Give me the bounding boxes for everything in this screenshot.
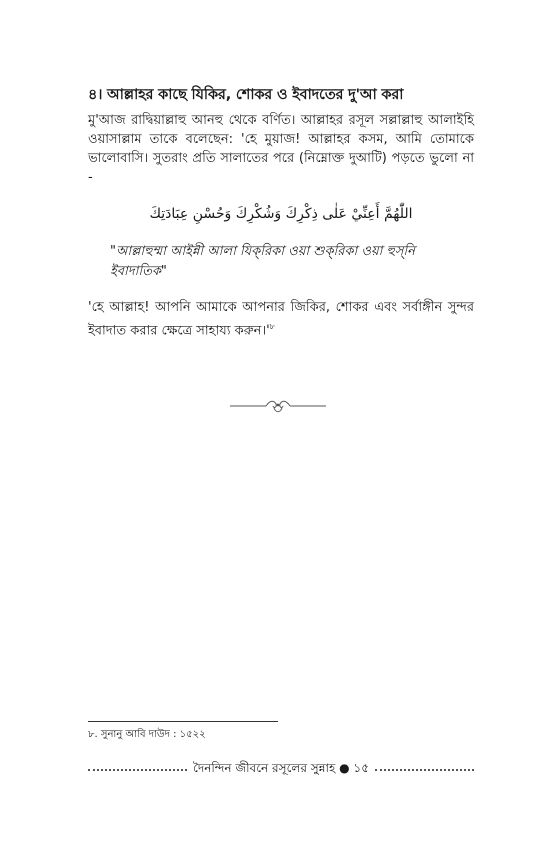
footer-text: দৈনন্দিন জীবনে রসূলের সুন্নাহ ● ১৫ [193,761,369,775]
footer-dots-left [88,769,187,771]
hadith-paragraph: মু'আজ রাদ্বিয়াল্লাহু আনহু থেকে বর্ণিত। আল্লাহর রসূল সল্লাল্লাহু আলাইহি ওয়াসাল্লাম তাকে বলেছেন: 'হে মুয়াজ! আল্লাহর কসম, আমি তোমাকে ভালোবাসি। সুতরাং প্রতি সালাতের পরে (নিম্নোক্ত দুআটি) পড়তে ভুলো না - [88,113,474,185]
dua-transliteration: "আল্লাহুম্মা আইন্নী আলা যিক্‌রিকা ওয়া শুক্‌রিকা ওয়া হুস্‌নি ইবাদাতিক" [110,244,415,279]
translation-text: 'হে আল্লাহ! আপনি আমাকে আপনার জিকির, শোকর এবং সর্বাঙ্গীন সুন্দর ইবাদাত করার ক্ষেত্রে সাহায্য করুন।' [88,300,474,339]
footnote: ৮. সুনানু আবি দাউদ : ১৫২২ [88,729,206,740]
dua-translation [88,298,474,340]
footnote-rule [88,721,278,722]
arabic-dua: اللّٰهُمَّ أَعِنِّيْ عَلٰى ذِكْرِكَ وَشُكْرِكَ وَحُسْنِ عِبَادَتِكَ [149,206,413,222]
footnote-marker: ৮ [269,322,275,331]
footer-dots-right [375,769,474,771]
section-heading: ৪। আল্লাহর কাছে যিকির, শোকর ও ইবাদতের দু'আ করা [88,87,404,103]
page-footer [88,762,474,778]
ornament-divider-icon [228,396,328,416]
